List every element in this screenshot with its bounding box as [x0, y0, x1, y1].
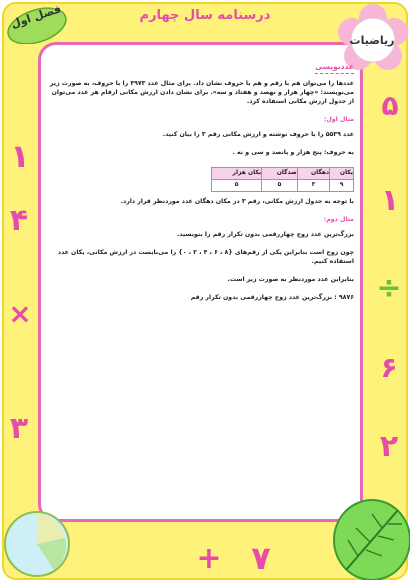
example2-title: مثال دوم: — [323, 215, 354, 223]
numeral-2-icon: ۲ — [379, 429, 399, 464]
table-header: یکان هزار — [212, 167, 262, 179]
numeral-4-icon: ۴ — [9, 203, 29, 238]
example1-question: عدد ۵۵۳۹ را با حروف نوشته و ارزش مکانی رقم ۳ را بیان کنید. — [162, 130, 354, 138]
plus-icon: + — [196, 541, 222, 576]
table-row — [212, 179, 354, 191]
example2-answer: بنابراین عدد موردنظر به صورت زیر است. — [227, 275, 354, 283]
table-cell: ۹ — [330, 179, 354, 191]
leaf-circle-icon — [2, 508, 72, 580]
table-header: یکان — [330, 167, 354, 179]
lesson-content — [48, 62, 354, 312]
page-title: درسنامه سال چهارم — [139, 8, 271, 23]
numeral-1-icon: ۱ — [380, 183, 400, 218]
example1-answer: به حروف: پنج هزار و پانصد و سی و نه . — [232, 148, 354, 156]
green-leaf-icon — [326, 494, 410, 580]
times-icon: × — [8, 297, 32, 330]
subject-label: ریاضیات — [349, 34, 395, 47]
divide-icon: ÷ — [376, 271, 402, 306]
intro-paragraph: عددها را می‌توان هم با رقم و هم با حروف نشان داد. برای مثال عدد ۴۹۷۳ را با حروف، به صورت زیر می‌نویسند: «چهار هزار و نهصد و هفتاد و سه». برای نشان دادن ارزش مکانی ارقام هر عدد می‌توان از جدول ارزش مکانی استفاده کرد. — [49, 79, 354, 105]
example1-title: مثال اول: — [323, 115, 354, 123]
example1-conclusion: با توجه به جدول ارزش مکانی، رقم ۳ در مکان دهگان عدد موردنظر قرار دارد. — [120, 197, 354, 205]
example2-explanation: چون زوج است بنابراین یکی از رقم‌های {۸ ، ۶ ، ۴ ، ۲ ، ۰} را می‌بایست در ارزش مکانی، یکان عدد استفاده کنیم. — [57, 248, 354, 265]
table-cell: ۳ — [297, 179, 329, 191]
place-value-table — [211, 167, 354, 192]
table-cell: ۵ — [262, 179, 298, 191]
table-header: صدگان — [262, 167, 298, 179]
section-title: عددنویسی — [315, 62, 354, 74]
numeral-6-icon: ۶ — [380, 351, 398, 384]
table-header: دهگان — [297, 167, 329, 179]
numeral-5-icon: ۵ — [381, 89, 399, 122]
numeral-7-icon: ۷ — [251, 539, 271, 577]
table-cell: ۵ — [212, 179, 262, 191]
example2-result: ۹۸۷۶ : بزرگ‌ترین عدد زوج چهاررقمی بدون تکرار رقم — [190, 293, 354, 301]
example2-question: بزرگ‌ترین عدد زوج چهاررقمی بدون تکرار رقم را بنویسید. — [176, 230, 354, 238]
numeral-3-icon: ۳ — [9, 411, 29, 446]
numeral-1-left-icon: ۱ — [10, 137, 30, 175]
chapter-tag: فصل اول — [9, 2, 63, 31]
table-header-row — [212, 167, 354, 179]
